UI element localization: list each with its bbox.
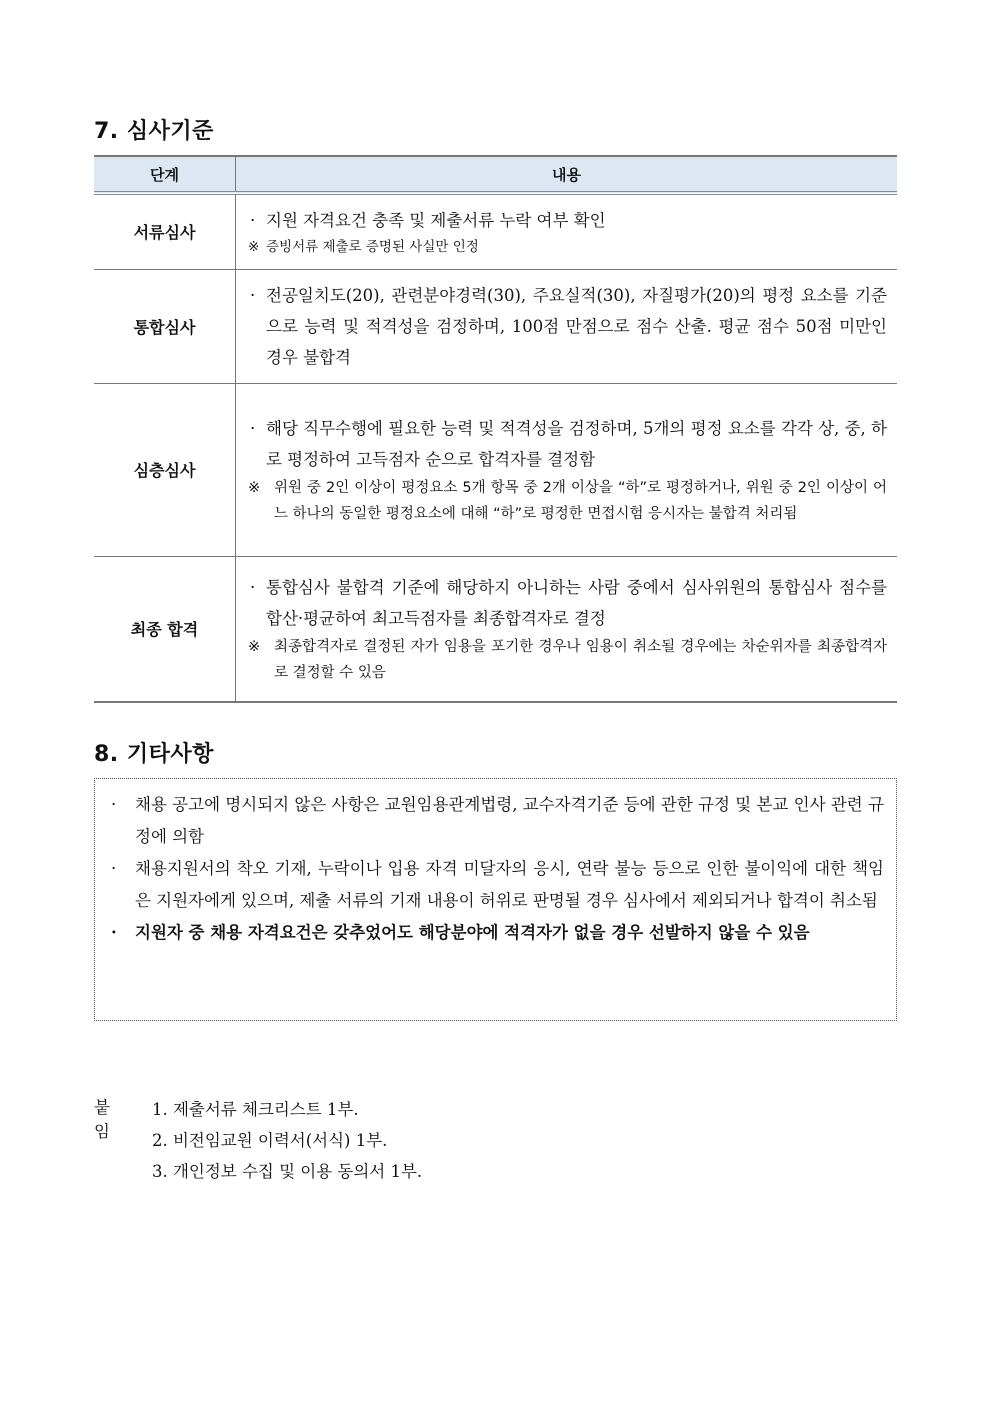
table-header-row [94,156,897,193]
table-row [94,193,897,269]
list-item [111,853,884,917]
stage-cell: 심층심사 [94,383,236,556]
content-bullet [248,413,887,475]
content-bullet [248,572,887,634]
bullet-text: 해당 직무수행에 필요한 능력 및 적격성을 검정하며, 5개의 평정 요소를 각각 상, 중, 하로 평정하여 고득점자 순으로 합격자를 결정함 [266,418,887,469]
stage-cell: 최종 합격 [94,556,236,702]
content-cell [236,556,898,702]
note-mark: ※ [248,479,261,496]
content-note [248,236,887,258]
bullet-text: 전공일치도(20), 관련분야경력(30), 주요실적(30), 자질평가(20)의 평정 요소를 기준으로 능력 및 적격성을 검정하며, 100점 만점으로 점수 산출. 평균 점수 50점 미만인 경우 불합격 [266,285,887,367]
attachments-list [152,1094,422,1187]
section-8-title: 8. 기타사항 [94,742,214,767]
note-text: 증빙서류 제출로 증명된 사실만 인정 [266,239,479,256]
content-cell [236,269,898,383]
other-items-box [94,778,897,1021]
note-mark: ※ [248,638,261,655]
item-text: 채용 공고에 명시되지 않은 사항은 교원임용관계법령, 교수자격기준 등에 관한 규정 및 본교 인사 관련 규정에 의함 [135,795,884,846]
stage-cell: 서류심사 [94,193,236,269]
header-stage: 단계 [94,156,236,193]
content-note [248,475,887,527]
stage-cell: 통합심사 [94,269,236,383]
content-bullet [248,205,887,236]
attachments-label: 붙임 [94,1098,110,1141]
content-cell [236,193,898,269]
note-text: 위원 중 2인 이상이 평정요소 5개 항목 중 2개 이상을 “하”로 평정하거나, 위원 중 2인 이상이 어느 하나의 동일한 평정요소에 대해 “하”로 평정한 면접시험 응시자는 불합격 처리됨 [274,479,887,522]
item-text: 지원자 중 채용 자격요건은 갖추었어도 해당분야에 적격자가 없을 경우 선발하지 않을 수 있음 [135,923,810,942]
bullet-mark: · [111,795,117,814]
note-text: 최종합격자로 결정된 자가 임용을 포기한 경우나 임용이 취소될 경우에는 차순위자를 최종합격자로 결정할 수 있음 [274,638,887,681]
bullet-mark: · [250,211,256,231]
note-mark: ※ [248,239,260,256]
content-cell [236,383,898,556]
item-text: 채용지원서의 착오 기재, 누락이나 입용 자격 미달자의 응시, 연락 불능 등으로 인한 불이익에 대한 책임은 지원자에게 있으며, 제출 서류의 기재 내용이 허위로 판명될 경우 심사에서 제외되거나 합격이 취소됨 [135,859,884,910]
header-content: 내용 [236,156,898,193]
list-item: 3. 개인정보 수집 및 이용 동의서 1부. [152,1162,423,1181]
content-bullet [248,280,887,373]
bullet-text: 통합심사 불합격 기준에 해당하지 아니하는 사람 중에서 심사위원의 통합심사 점수를 합산·평균하여 최고득점자를 최종합격자로 결정 [266,577,887,628]
bullet-mark: · [250,418,256,438]
list-item: 2. 비전임교원 이력서(서식) 1부. [152,1131,388,1150]
content-note [248,634,887,686]
table-row [94,269,897,383]
bullet-mark: · [250,577,256,597]
bullet-mark: · [111,923,117,942]
bullet-mark: · [250,285,256,305]
bullet-mark: · [111,859,117,878]
list-item [111,789,884,853]
bullet-text: 지원 자격요건 충족 및 제출서류 누락 여부 확인 [266,211,606,231]
list-item [111,917,884,949]
section-7-title: 7. 심사기준 [94,119,214,144]
criteria-table [94,155,897,703]
table-row [94,383,897,556]
list-item: 1. 제출서류 체크리스트 1부. [152,1100,359,1119]
table-row [94,556,897,702]
